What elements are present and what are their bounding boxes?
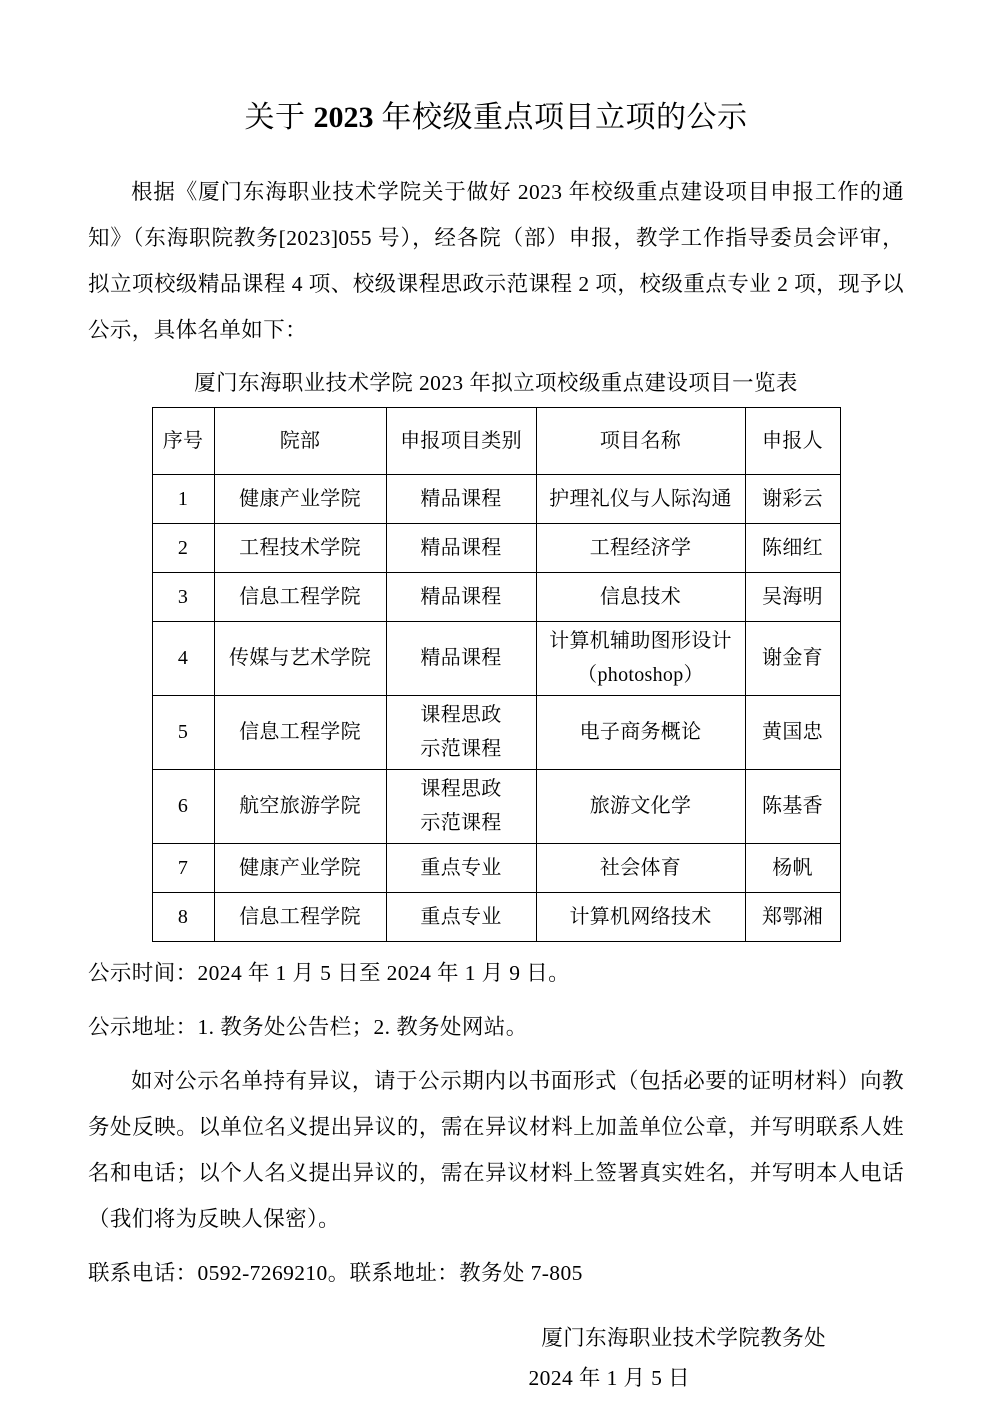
cell-project: 护理礼仪与人际沟通 [536, 474, 745, 523]
cell-category: 精品课程 [386, 621, 536, 695]
title-prefix: 关于 [244, 101, 314, 134]
cell-category: 精品课程 [386, 523, 536, 572]
column-header-project: 项目名称 [536, 407, 745, 474]
table-row [152, 843, 840, 892]
cell-category [386, 769, 536, 843]
cell-category-line2: 示范课程 [420, 738, 502, 760]
column-header-category: 申报项目类别 [386, 407, 536, 474]
table-body [152, 474, 840, 941]
table-container [88, 407, 904, 942]
cell-category: 精品课程 [386, 572, 536, 621]
table-header-row [152, 407, 840, 474]
publicity-period: 公示时间：2024 年 1 月 5 日至 2024 年 1 月 9 日。 [88, 960, 571, 985]
cell-no: 1 [152, 474, 214, 523]
table-row [152, 474, 840, 523]
table-row [152, 523, 840, 572]
cell-project: 计算机网络技术 [536, 892, 745, 941]
table-row [152, 892, 840, 941]
cell-department: 工程技术学院 [214, 523, 386, 572]
cell-no: 7 [152, 843, 214, 892]
cell-category: 重点专业 [386, 843, 536, 892]
cell-applicant: 陈基香 [745, 769, 840, 843]
column-header-no: 序号 [152, 407, 214, 474]
signature-block [88, 1318, 904, 1398]
signature-date: 2024 年 1 月 5 日 [528, 1365, 690, 1390]
cell-project-line1: 计算机辅助图形设计 [549, 630, 732, 652]
cell-category-line1: 课程思政 [420, 704, 502, 726]
cell-no: 2 [152, 523, 214, 572]
cell-applicant: 谢金育 [745, 621, 840, 695]
objection-paragraph: 如对公示名单持有异议，请于公示期内以书面形式（包括必要的证明材料）向教务处反映。以单位名义提出异议的，需在异议材料上加盖单位公章，并写明联系人姓名和电话；以个人名义提出异议的，需在异议材料上签署真实姓名，并写明本人电话（我们将为反映人保密）。 [88, 1068, 904, 1231]
title-year: 2023 [313, 101, 374, 134]
cell-department: 航空旅游学院 [214, 769, 386, 843]
cell-category: 重点专业 [386, 892, 536, 941]
cell-department: 传媒与艺术学院 [214, 621, 386, 695]
table-header [152, 407, 840, 474]
cell-category: 精品课程 [386, 474, 536, 523]
column-header-department: 院部 [214, 407, 386, 474]
cell-department: 健康产业学院 [214, 474, 386, 523]
cell-project: 社会体育 [536, 843, 745, 892]
table-row [152, 621, 840, 695]
cell-department: 信息工程学院 [214, 892, 386, 941]
cell-category-line2: 示范课程 [420, 812, 502, 834]
cell-no: 4 [152, 621, 214, 695]
cell-applicant: 黄国忠 [745, 695, 840, 769]
cell-category [386, 695, 536, 769]
cell-project: 工程经济学 [536, 523, 745, 572]
cell-applicant: 杨帆 [745, 843, 840, 892]
cell-applicant: 陈细红 [745, 523, 840, 572]
lead-paragraph: 根据《厦门东海职业技术学院关于做好 2023 年校级重点建设项目申报工作的通知》（东海职院教务[2023]055 号），经各院（部）申报，教学工作指导委员会评审，拟立项校级精品课程 4 项、校级课程思政示范课程 2 项，校级重点专业 2 项，现予以公示，具体名单如下： [88, 179, 904, 342]
cell-department: 信息工程学院 [214, 572, 386, 621]
cell-project: 信息技术 [536, 572, 745, 621]
cell-applicant: 郑鄂湘 [745, 892, 840, 941]
document-content [88, 0, 904, 1398]
cell-category-line1: 课程思政 [420, 778, 502, 800]
table-row [152, 695, 840, 769]
cell-no: 3 [152, 572, 214, 621]
cell-applicant: 谢彩云 [745, 474, 840, 523]
signature-organization: 厦门东海职业技术学院教务处 [541, 1325, 826, 1350]
table-row [152, 769, 840, 843]
contact-line: 联系电话：0592-7269210。联系地址：教务处 7-805 [88, 1260, 583, 1285]
cell-no: 6 [152, 769, 214, 843]
column-header-applicant: 申报人 [745, 407, 840, 474]
cell-project: 旅游文化学 [536, 769, 745, 843]
cell-department: 健康产业学院 [214, 843, 386, 892]
cell-no: 5 [152, 695, 214, 769]
table-caption: 厦门东海职业技术学院 2023 年拟立项校级重点建设项目一览表 [194, 370, 798, 395]
page-title [88, 98, 904, 139]
cell-no: 8 [152, 892, 214, 941]
cell-applicant: 吴海明 [745, 572, 840, 621]
cell-department: 信息工程学院 [214, 695, 386, 769]
projects-table [152, 407, 841, 942]
cell-project-line2: （photoshop） [577, 664, 704, 686]
publicity-location: 公示地址：1. 教务处公告栏；2. 教务处网站。 [88, 1014, 528, 1039]
cell-project [536, 621, 745, 695]
cell-project: 电子商务概论 [536, 695, 745, 769]
table-row [152, 572, 840, 621]
title-suffix: 年校级重点项目立项的公示 [373, 101, 748, 134]
